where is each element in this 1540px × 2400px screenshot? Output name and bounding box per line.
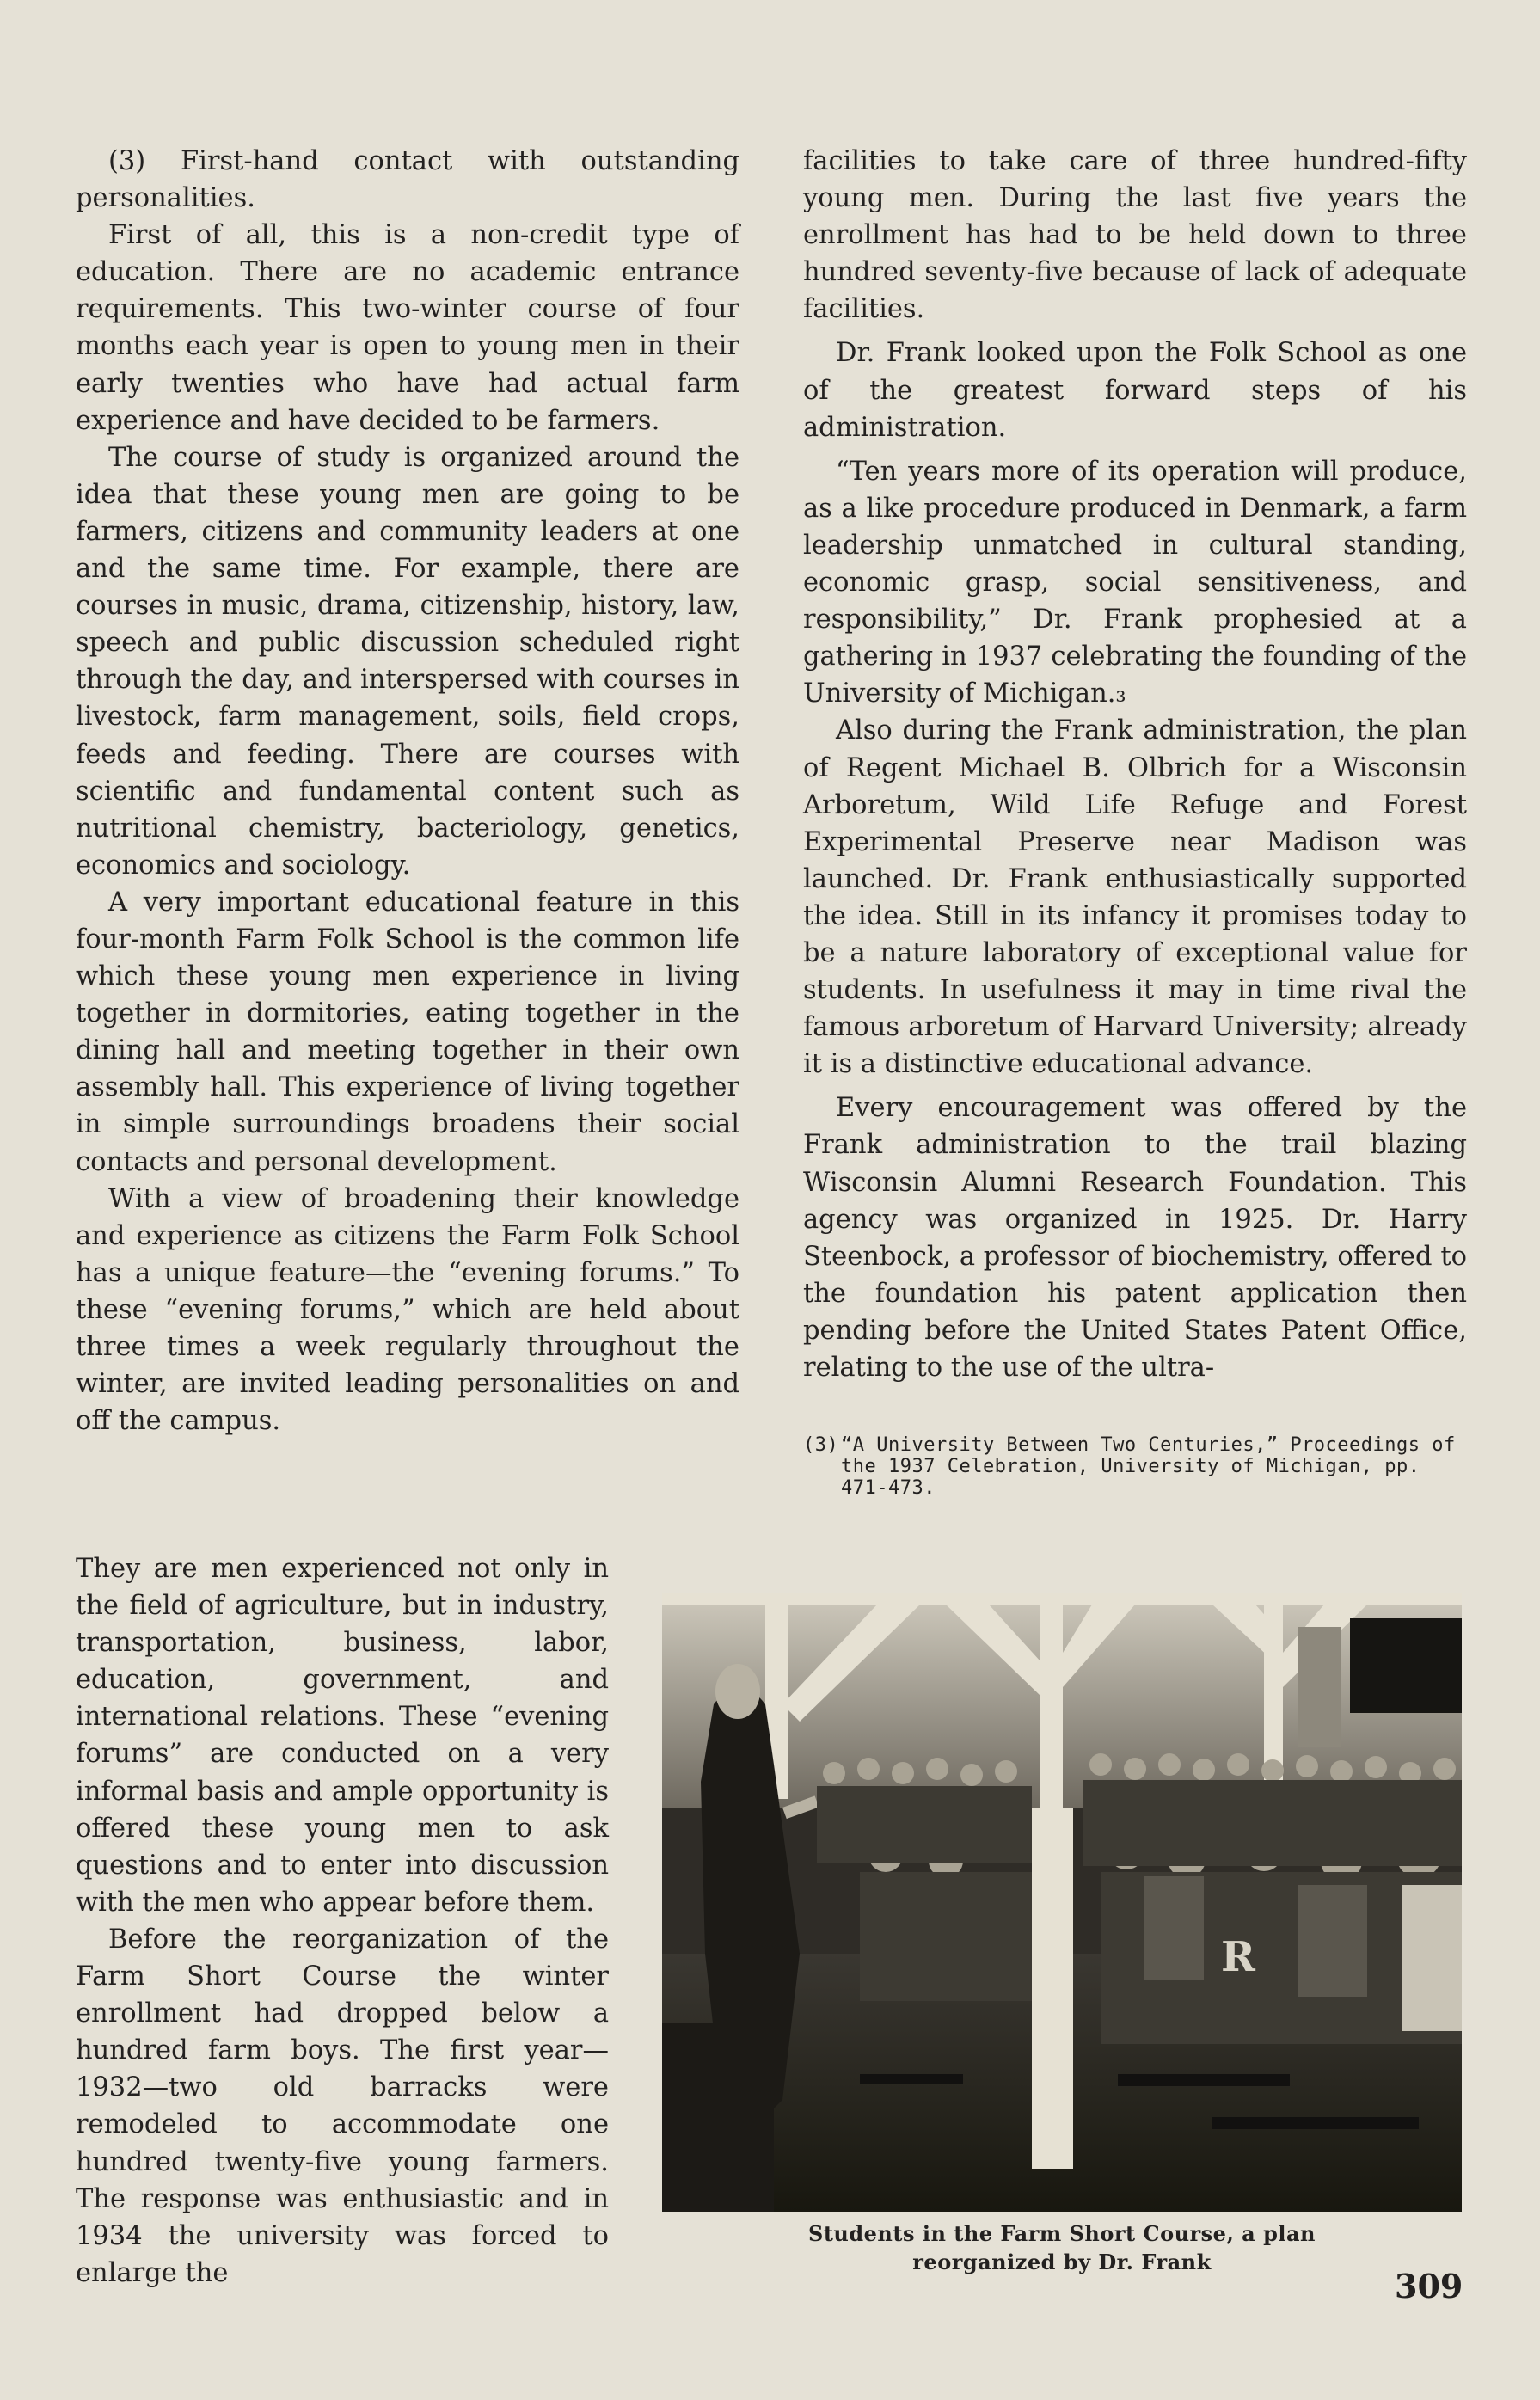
paragraph: Every encouragement was offered by the Frank administration to the trail blazing Wisconsin Alumni Research Foundation. This agency was organized in 1925. Dr. Harry Steenbock, a professor of biochemistry, offered to the foundation his patent application then pending before the United States Patent Office, relating to the use of the ultra- (803, 1093, 1467, 1383)
left-column (76, 143, 739, 1439)
paragraph: With a view of broadening their knowledge and experience as citizens the Farm Folk School has a unique feature—the “evening forums.” To these “evening forums,” which are held about three times a week regularly throughout the winter, are invited leading personalities on and off the campus. (76, 1183, 739, 1437)
footnote-text: “A University Between Two Centuries,” Proceedings of the 1937 Celebration, University of Michigan, pp. 471-473. (841, 1434, 1456, 1499)
paragraph: Before the reorganization of the Farm Short Course the winter enrollment had dropped below a hundred farm boys. The first year—1932—two old barracks were remodeled to accommodate one hundred twenty-five young farmers. The response was enthusiastic and in 1934 the university was forced to enlarge the (76, 1924, 609, 2288)
caption-line: reorganized by Dr. Frank (912, 2250, 1212, 2274)
footnote-number: (3) (803, 1434, 839, 1456)
classroom-photo (662, 1593, 1462, 2212)
paragraph: The course of study is organized around the idea that these young men are going to be farmers, citizens and community leaders at one and the same time. For example, there are courses in music, drama, citizenship, history, law, speech and public discussion scheduled right through the day, and interspersed with courses in livestock, farm management, soils, field crops, feeds and feeding. There are courses with scientific and fundamental content such as nutritional chemistry, bacteriology, genetics, economics and sociology. (76, 442, 739, 881)
page-number: 309 (1395, 2267, 1463, 2305)
sweater-letter: R (1221, 1933, 1255, 1981)
paragraph: (3) First-hand contact with outstanding personalities. (76, 146, 739, 214)
paragraph: Dr. Frank looked upon the Folk School as one of the greatest forward steps of his administration. (803, 338, 1467, 443)
footnote (803, 1434, 1467, 1499)
paragraph: A very important educational feature in this four-month Farm Folk School is the common life which these young men experience in living together in dormitories, eating together in the dining hall and meeting together in their own assembly hall. This experience of living together in simple surroundings broadens their social contacts and personal development. (76, 887, 739, 1177)
right-column (803, 143, 1467, 1386)
paragraph: First of all, this is a non-credit type of education. There are no academic entrance requirements. This two-winter course of four months each year is open to young men in their early twenties who have had actual farm experience and have decided to be farmers. (76, 220, 739, 436)
photo-caption (688, 2219, 1436, 2276)
paragraph: Also during the Frank administration, the plan of Regent Michael B. Olbrich for a Wisconsin Arboretum, Wild Life Refuge and Forest Experimental Preserve near Madison was launched. Dr. Frank enthusiastically supported the idea. Still in its infancy it promises today to be a nature laboratory of exceptional value for students. In usefulness it may in time rival the famous arboretum of Harvard University; already it is a distinctive educational advance. (803, 715, 1467, 1080)
bottom-left-column (76, 1550, 609, 2292)
photo-illustration (662, 1593, 1462, 2212)
caption-line: Students in the Farm Short Course, a plan (808, 2221, 1316, 2246)
paragraph: “Ten years more of its operation will produce, as a like procedure produced in Denmark, a farm leadership unmatched in cultural standing, economic grasp, social sensitiveness, and responsibility,” Dr. Frank prophesied at a gathering in 1937 celebrating the founding of the University of Michigan.₃ (803, 456, 1467, 709)
paragraph: They are men experienced not only in the field of agriculture, but in industry, transportation, business, labor, education, government, and international relations. These “evening forums” are conducted on a very informal basis and ample opportunity is offered these young men to ask questions and to enter into discussion with the men who appear before them. (76, 1554, 609, 1918)
paragraph: facilities to take care of three hundred-fifty young men. During the last five years the enrollment has had to be held down to three hundred seventy-five because of lack of adequate facilities. (803, 146, 1467, 325)
